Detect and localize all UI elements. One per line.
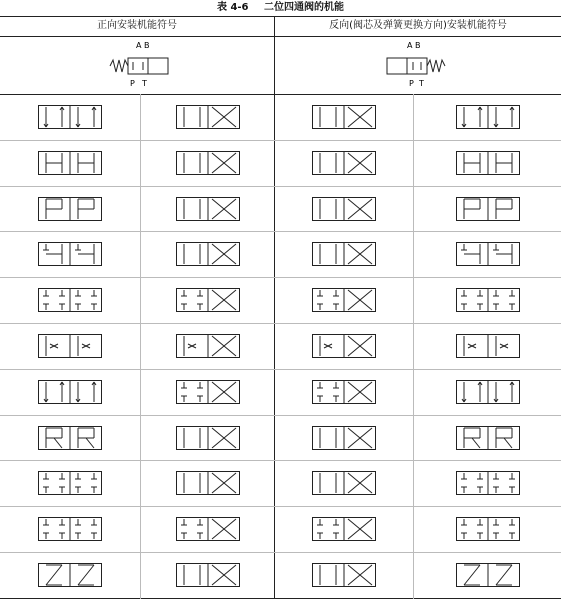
function-cell	[141, 323, 274, 369]
table-caption: 二位四通阀的机能	[264, 2, 345, 13]
valve-function-symbol	[312, 197, 376, 221]
valve-function-symbol	[38, 517, 102, 541]
function-cell	[275, 506, 413, 552]
function-cell	[0, 231, 140, 277]
table-row	[0, 506, 561, 552]
function-cell	[414, 94, 561, 140]
function-cell	[141, 415, 274, 461]
function-cell	[275, 231, 413, 277]
function-cell	[275, 460, 413, 506]
table-row	[0, 323, 561, 369]
valve-function-symbol	[176, 380, 240, 404]
header-rule	[0, 36, 561, 37]
function-cell	[0, 369, 140, 415]
valve-function-symbol	[38, 334, 102, 358]
function-cell	[414, 415, 561, 461]
function-cell	[0, 415, 140, 461]
function-cell	[414, 323, 561, 369]
valve-function-symbol	[312, 380, 376, 404]
function-cell	[275, 94, 413, 140]
function-cell	[141, 186, 274, 232]
valve-function-symbol	[312, 151, 376, 175]
table-row	[0, 277, 561, 323]
valve-function-symbol	[456, 197, 520, 221]
table-row	[0, 186, 561, 232]
table-row	[0, 231, 561, 277]
function-cell	[275, 369, 413, 415]
valve-function-symbol	[38, 563, 102, 587]
function-cell	[141, 277, 274, 323]
function-cell	[414, 140, 561, 186]
port-a-label-rev: A	[407, 41, 413, 50]
valve-function-symbol	[456, 380, 520, 404]
function-cell	[0, 140, 140, 186]
valve-function-symbol	[38, 242, 102, 266]
function-cell	[275, 277, 413, 323]
function-cell	[414, 369, 561, 415]
table-bottom-rule	[0, 598, 561, 599]
function-cell	[275, 323, 413, 369]
valve-box-right	[148, 58, 168, 74]
port-t-label-rev: T	[419, 79, 424, 88]
table-row	[0, 552, 561, 598]
valve-function-symbol	[176, 471, 240, 495]
valve-function-symbol	[176, 334, 240, 358]
function-cell	[275, 186, 413, 232]
function-cell	[414, 231, 561, 277]
port-p-label: P	[130, 79, 135, 88]
valve-function-symbol	[176, 426, 240, 450]
valve-function-symbol	[312, 563, 376, 587]
function-cell	[141, 231, 274, 277]
function-cell	[414, 506, 561, 552]
table-row	[0, 460, 561, 506]
valve-function-symbol	[312, 242, 376, 266]
valve-box-right-rev	[407, 58, 427, 74]
valve-function-symbol	[176, 517, 240, 541]
valve-function-symbol	[312, 105, 376, 129]
function-cell	[414, 277, 561, 323]
valve-function-symbol	[38, 151, 102, 175]
valve-function-symbol	[38, 426, 102, 450]
valve-function-symbol	[38, 105, 102, 129]
table-title	[0, 0, 561, 16]
function-cell	[141, 552, 274, 598]
port-b-label-rev: B	[415, 41, 421, 50]
port-a-label: A	[136, 41, 142, 50]
table-row	[0, 94, 561, 140]
function-cell	[0, 460, 140, 506]
valve-function-symbol	[176, 288, 240, 312]
valve-function-symbol	[312, 471, 376, 495]
valve-box-left-rev	[387, 58, 407, 74]
reverse-installation-symbol	[385, 40, 455, 92]
valve-function-symbol	[312, 334, 376, 358]
valve-function-symbol	[456, 471, 520, 495]
function-cell	[141, 94, 274, 140]
function-cell	[414, 186, 561, 232]
valve-function-symbol	[456, 288, 520, 312]
spring-icon-rev	[427, 60, 445, 72]
header-forward: 正向安装机能符号	[97, 20, 177, 31]
valve-function-symbol	[176, 242, 240, 266]
forward-installation-symbol	[108, 40, 178, 92]
valve-function-symbol	[456, 242, 520, 266]
port-b-label: B	[144, 41, 150, 50]
function-cell	[0, 94, 140, 140]
valve-function-symbol	[38, 380, 102, 404]
valve-box-left	[128, 58, 148, 74]
valve-function-symbol	[456, 151, 520, 175]
valve-function-symbol	[312, 288, 376, 312]
function-cell	[0, 277, 140, 323]
function-cell	[0, 552, 140, 598]
function-cell	[275, 552, 413, 598]
valve-function-symbol	[38, 197, 102, 221]
valve-function-symbol	[456, 517, 520, 541]
valve-function-symbol	[312, 517, 376, 541]
valve-function-symbol	[176, 197, 240, 221]
valve-function-symbol	[176, 151, 240, 175]
valve-function-symbol	[456, 426, 520, 450]
function-cell	[0, 323, 140, 369]
table-row	[0, 369, 561, 415]
valve-function-symbol	[456, 105, 520, 129]
valve-function-symbol	[38, 288, 102, 312]
table-number: 表 4-6	[216, 2, 249, 13]
valve-function-symbol	[456, 334, 520, 358]
header-reverse: 反向(阀芯及弹簧更换方向)安装机能符号	[329, 20, 507, 31]
function-cell	[275, 140, 413, 186]
function-cell	[141, 369, 274, 415]
function-cell	[141, 140, 274, 186]
valve-function-symbol	[176, 563, 240, 587]
valve-function-symbol	[312, 426, 376, 450]
function-cell	[275, 415, 413, 461]
function-cell	[0, 186, 140, 232]
function-cell	[414, 552, 561, 598]
port-t-label: T	[142, 79, 147, 88]
function-cell	[0, 506, 140, 552]
function-table	[0, 16, 561, 599]
function-cell	[141, 460, 274, 506]
spring-icon	[110, 60, 128, 72]
valve-function-symbol	[38, 471, 102, 495]
port-p-label-rev: P	[409, 79, 414, 88]
function-cell	[414, 460, 561, 506]
table-row	[0, 140, 561, 186]
table-row	[0, 415, 561, 461]
function-cell	[141, 506, 274, 552]
valve-function-symbol	[176, 105, 240, 129]
valve-function-symbol	[456, 563, 520, 587]
